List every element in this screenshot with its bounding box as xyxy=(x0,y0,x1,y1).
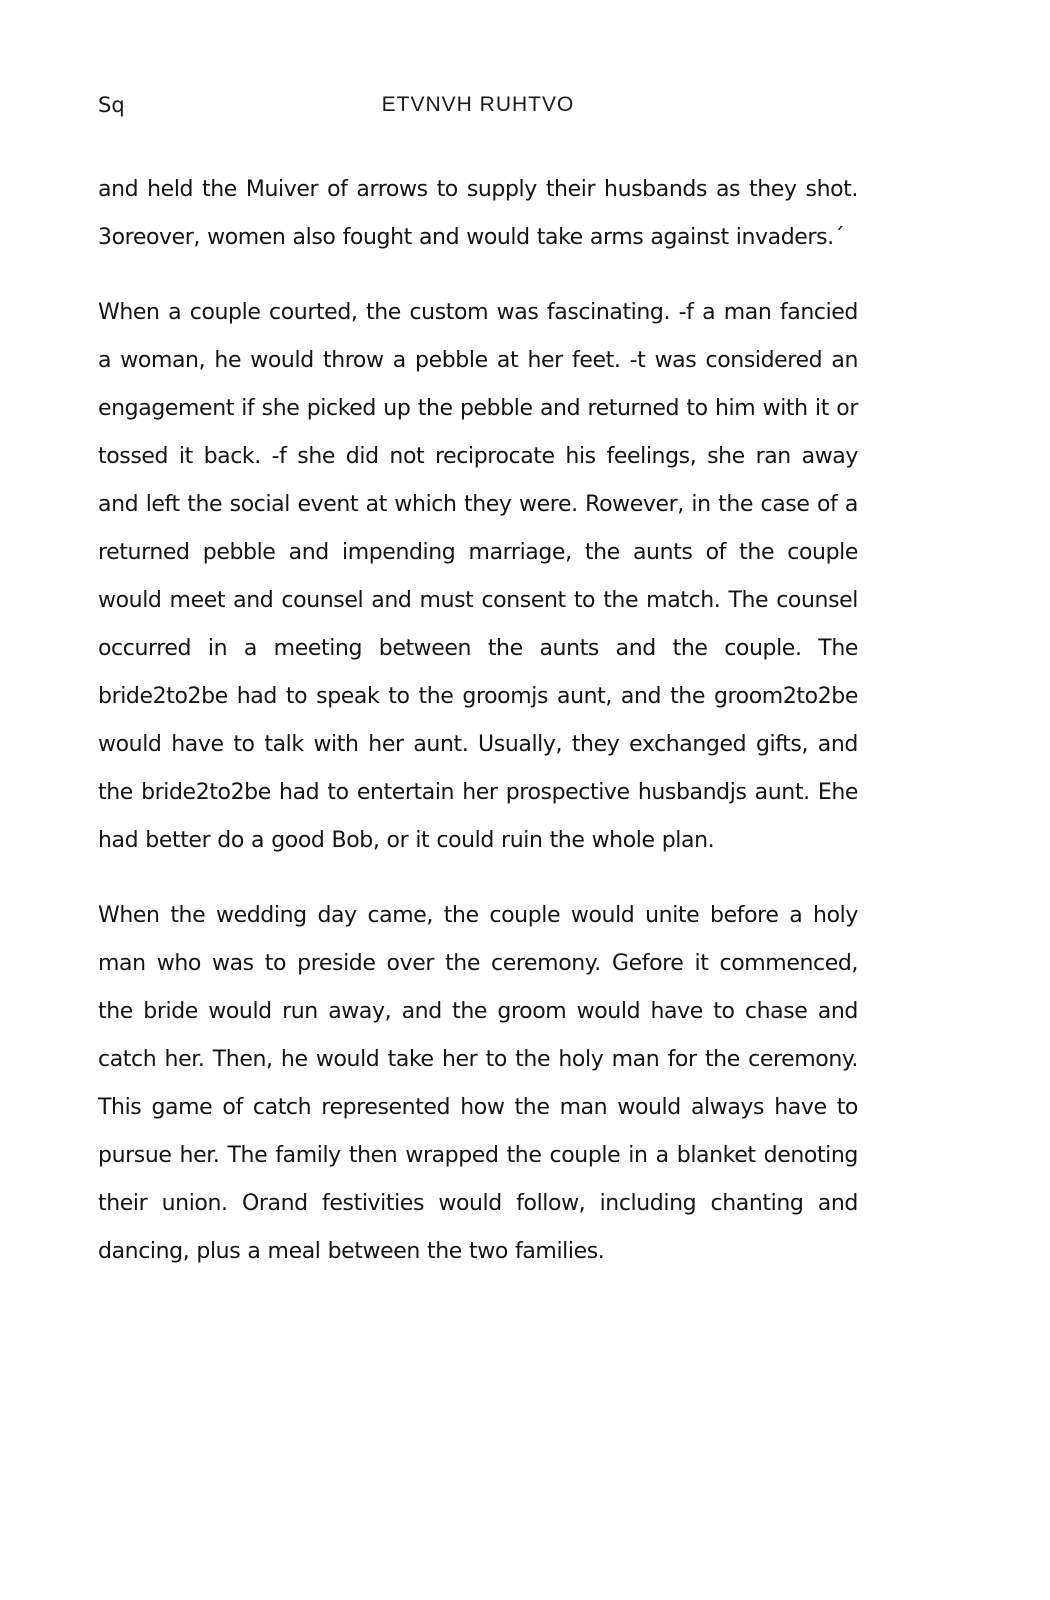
paragraph-wedding-day: When the wedding day came, the couple would unite before a holy man who was to preside over the ceremony. Gefore it commenced, the bride would run away, and the groom would have to chase and catch her. Then, he would take her to the holy man for the ceremony. This game of catch represented how the man would always have to pursue her. The family then wrapped the couple in a blanket denoting their union. Orand festivities would follow, including chanting and dancing, plus a meal between the two families. xyxy=(98,903,858,1264)
text-body xyxy=(98,166,858,1303)
running-header-title: ETVNVH RUHTVO xyxy=(381,93,575,116)
running-header xyxy=(98,90,858,122)
paragraph-quiver-continuation: and held the Muiver of arrows to supply their husbands as they shot. 3oreover, women also fought and would take arms against invaders.´ xyxy=(98,177,858,250)
page-number: Sq xyxy=(98,93,125,117)
paragraph-courtship-custom: When a couple courted, the custom was fascinating. -f a man fancied a woman, he would throw a pebble at her feet. -t was considered an engagement if she picked up the pebble and returned to him with it or tossed it back. -f she did not reciprocate his feelings, she ran away and left the social event at which they were. Rowever, in the case of a returned pebble and impending marriage, the aunts of the couple would meet and counsel and must consent to the match. The counsel occurred in a meeting between the aunts and the couple. The bride2to2be had to speak to the groomjs aunt, and the groom2to2be would have to talk with her aunt. Usually, they exchanged gifts, and the bride2to2be had to entertain her prospective husbandjs aunt. Ehe had better do a good Bob, or it could ruin the whole plan. xyxy=(98,300,858,853)
